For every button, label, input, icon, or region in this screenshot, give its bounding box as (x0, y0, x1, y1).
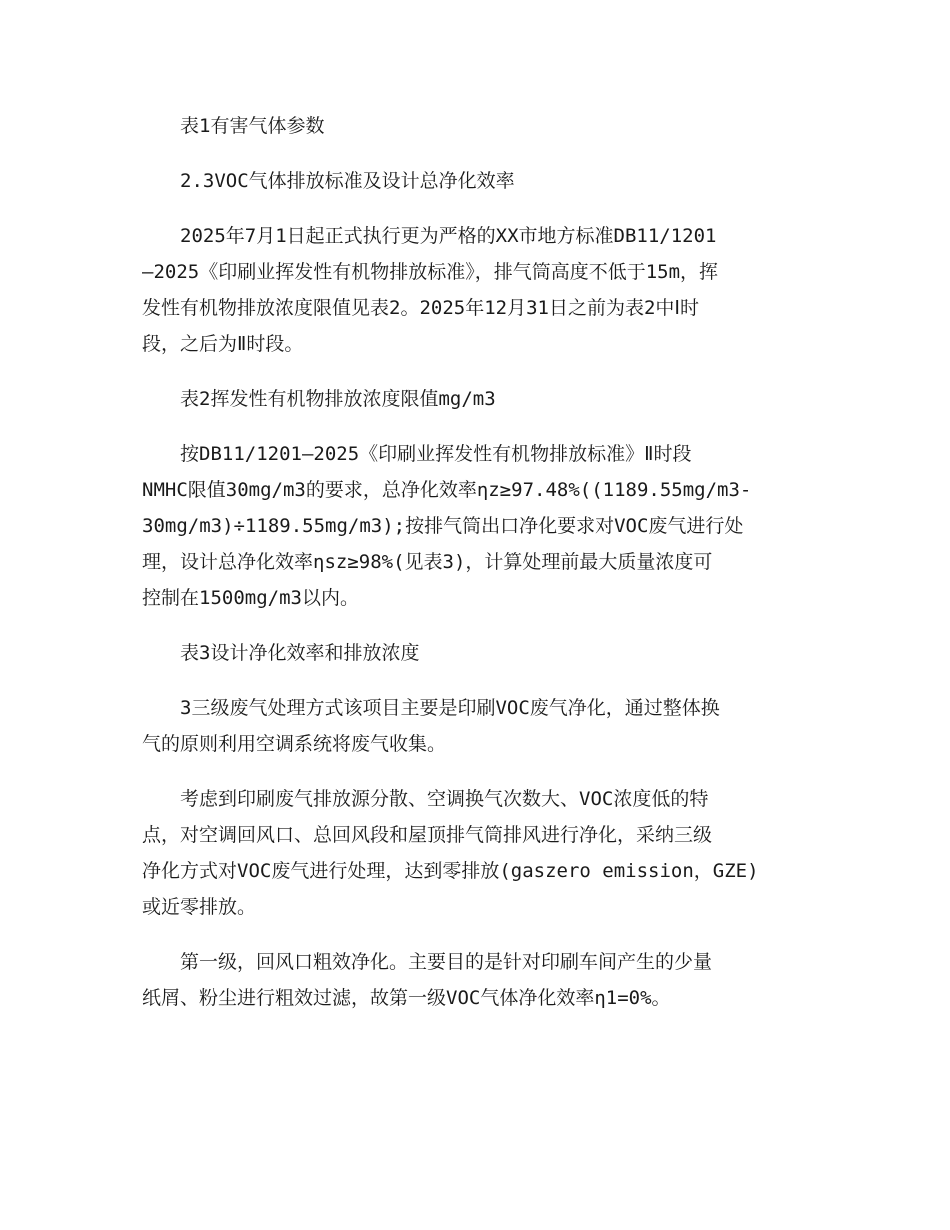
text-line: 2025年7月1日起正式执行更为严格的XX市地方标准DB11/1201 (180, 225, 717, 247)
text-line: 按DB11/1201—2025《印刷业挥发性有机物排放标准》Ⅱ时段 (180, 443, 692, 465)
document-body (142, 108, 810, 1035)
text-line: 纸屑、粉尘进行粗效过滤，故第一级VOC气体净化效率η1=0%。 (142, 987, 671, 1009)
text-line: 段，之后为Ⅱ时段。 (142, 333, 304, 355)
table2-caption (142, 381, 810, 417)
paragraph-consider (142, 781, 810, 925)
text-line: 点，对空调回风口、总回风段和屋顶排气筒排风进行净化，采纳三级 (142, 824, 713, 846)
text-line: 30mg/m3)÷1189.55mg/m3);按排气筒出口净化要求对VOC废气进行处 (142, 515, 744, 537)
text-line: 净化方式对VOC废气进行处理，达到零排放(gaszero emission，GZE) (142, 860, 759, 882)
section-heading-3 (142, 690, 810, 762)
text-line: 表2挥发性有机物排放浓度限值mg/m3 (180, 388, 496, 410)
table3-caption (142, 635, 810, 671)
text-line: 考虑到印刷废气排放源分散、空调换气次数大、VOC浓度低的特 (180, 788, 709, 810)
text-line: 3三级废气处理方式该项目主要是印刷VOC废气净化，通过整体换 (180, 697, 720, 719)
text-line: 表1有害气体参数 (180, 115, 325, 137)
text-line: 表3设计净化效率和排放浓度 (180, 642, 420, 664)
text-line: 或近零排放。 (142, 896, 257, 918)
text-line: —2025《印刷业挥发性有机物排放标准》，排气筒高度不低于15m，挥 (142, 261, 719, 283)
text-line: 气的原则利用空调系统将废气收集。 (142, 733, 447, 755)
text-line: 第一级，回风口粗效净化。主要目的是针对印刷车间产生的少量 (180, 951, 713, 973)
paragraph-level1 (142, 944, 810, 1016)
text-line: 发性有机物排放浓度限值见表2。2025年12月31日之前为表2中Ⅰ时 (142, 297, 699, 319)
text-line: 2.3VOC气体排放标准及设计总净化效率 (180, 170, 515, 192)
paragraph-standard (142, 218, 810, 362)
table1-caption (142, 108, 810, 144)
paragraph-efficiency (142, 436, 810, 616)
text-line: 控制在1500mg/m3以内。 (142, 587, 359, 609)
text-line: NMHC限值30mg/m3的要求，总净化效率ηz≥97.48%((1189.55mg/m3- (142, 479, 752, 501)
section-heading-2-3 (142, 163, 810, 199)
text-line: 理，设计总净化效率ηsz≥98%(见表3)，计算处理前最大质量浓度可 (142, 551, 713, 573)
